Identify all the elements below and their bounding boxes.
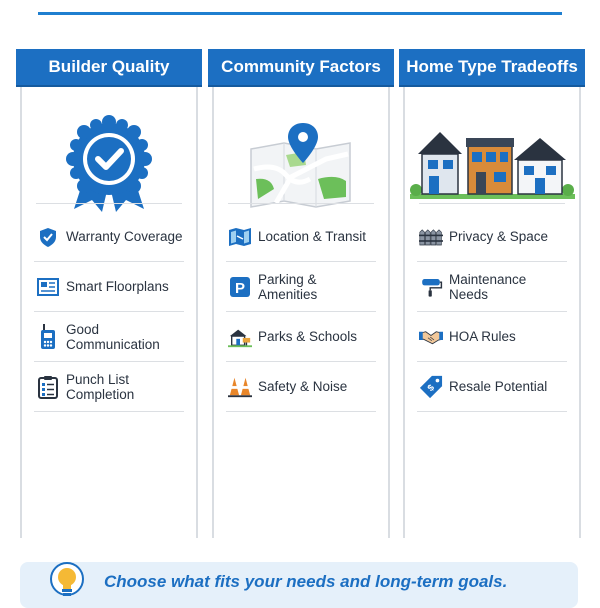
fence-icon bbox=[419, 225, 443, 249]
svg-text:P: P bbox=[234, 279, 246, 297]
item-label: Parks & Schools bbox=[258, 329, 358, 344]
list-item-floorplans bbox=[34, 262, 184, 312]
item-label: Warranty Coverage bbox=[66, 229, 183, 244]
list-item-communication bbox=[34, 312, 184, 362]
hero-image bbox=[405, 99, 579, 229]
column-title: Community Factors bbox=[208, 49, 394, 85]
svg-text:$: $ bbox=[425, 381, 437, 393]
section-divider bbox=[228, 203, 374, 204]
banner-message: Choose what fits your needs and long-term goals. bbox=[104, 572, 508, 591]
list-item-parking bbox=[226, 262, 376, 312]
tip-banner bbox=[20, 562, 578, 608]
top-rule bbox=[38, 12, 562, 15]
item-label: Punch List Completion bbox=[66, 371, 135, 402]
item-label: Maintenance Needs bbox=[449, 271, 527, 302]
section-divider bbox=[36, 203, 182, 204]
list-item-privacy bbox=[417, 212, 567, 262]
column-community-factors bbox=[212, 49, 390, 538]
checklist-clipboard-icon bbox=[36, 375, 60, 399]
item-label: Good Communication bbox=[66, 321, 160, 352]
traffic-cone-icon bbox=[228, 375, 252, 399]
paint-roller-icon bbox=[419, 275, 443, 299]
item-label: Privacy & Space bbox=[449, 229, 549, 244]
parking-sign-icon bbox=[228, 275, 252, 299]
hero-image bbox=[214, 99, 388, 229]
handshake-icon bbox=[419, 325, 443, 349]
walkie-talkie-icon bbox=[36, 325, 60, 349]
townhouses-icon bbox=[410, 124, 575, 204]
column-title: Builder Quality bbox=[16, 49, 202, 85]
list-item-hoa-rules bbox=[417, 312, 567, 362]
list-item-warranty bbox=[34, 212, 184, 262]
section-divider bbox=[419, 203, 565, 204]
item-label: HOA Rules bbox=[449, 329, 516, 344]
floorplan-icon bbox=[36, 275, 60, 299]
map-pin-icon bbox=[246, 119, 356, 209]
shield-check-icon bbox=[36, 225, 60, 249]
list-item-safety-noise bbox=[226, 362, 376, 412]
item-label: Safety & Noise bbox=[258, 379, 348, 394]
map-icon bbox=[228, 225, 252, 249]
column-home-type-tradeoffs bbox=[403, 49, 581, 538]
list-item-location bbox=[226, 212, 376, 262]
column-title: Home Type Tradeoffs bbox=[399, 49, 585, 85]
lightbulb-icon bbox=[46, 562, 88, 607]
price-tag-icon bbox=[419, 375, 443, 399]
item-label: Resale Potential bbox=[449, 379, 548, 394]
item-label: Location & Transit bbox=[258, 229, 367, 244]
list-item-parks-schools bbox=[226, 312, 376, 362]
award-badge-icon bbox=[64, 114, 154, 214]
list-item-maintenance bbox=[417, 262, 567, 312]
list-item-resale bbox=[417, 362, 567, 412]
item-label: Parking & Amenities bbox=[258, 271, 318, 302]
column-builder-quality bbox=[20, 49, 198, 538]
school-house-icon bbox=[228, 325, 252, 349]
list-item-punch-list bbox=[34, 362, 184, 412]
hero-image bbox=[22, 99, 196, 229]
item-label: Smart Floorplans bbox=[66, 279, 169, 294]
